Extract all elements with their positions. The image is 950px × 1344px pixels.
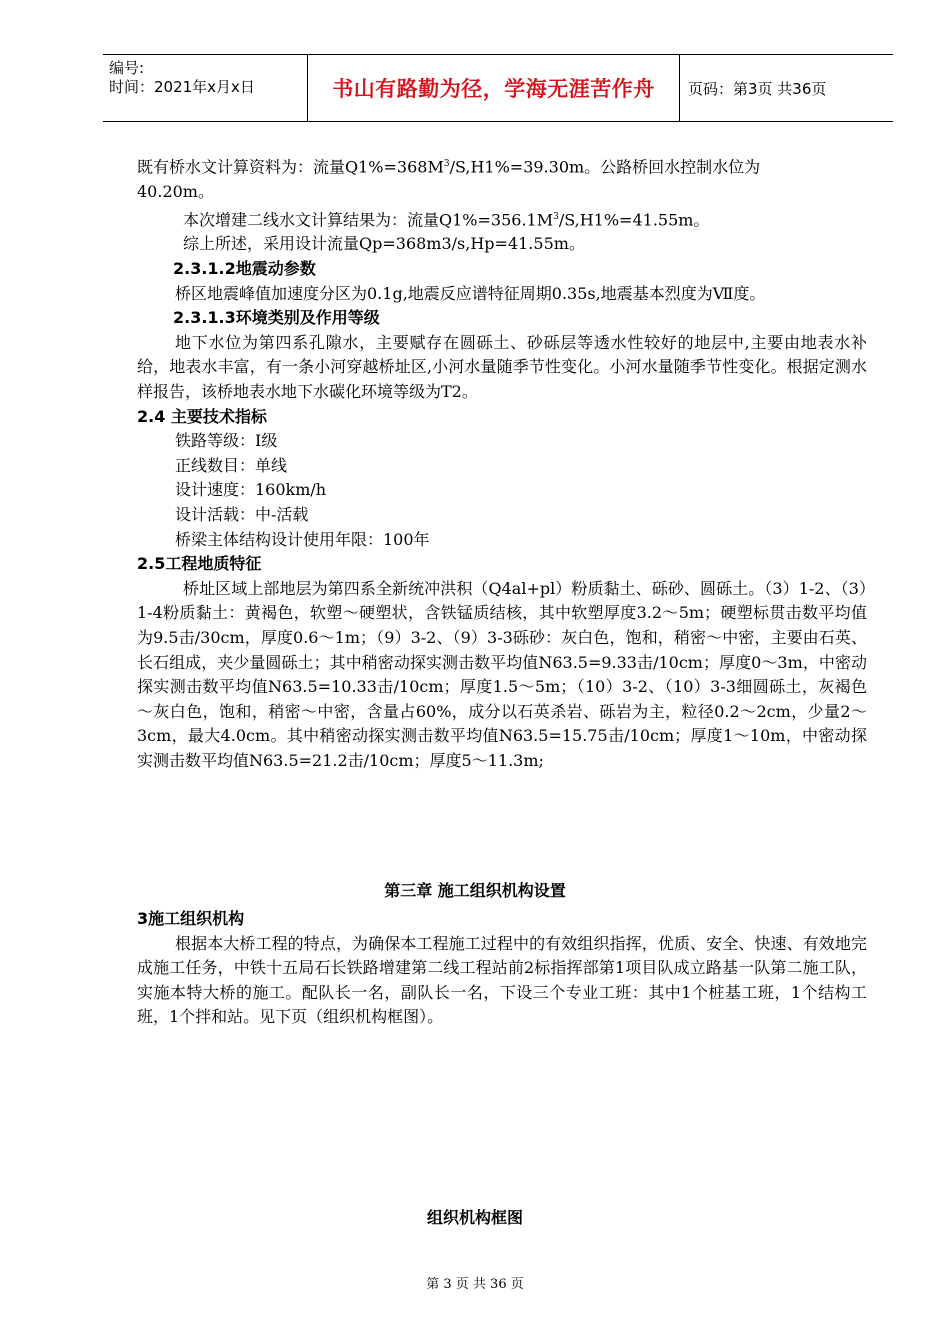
chapter-3-title: 第三章 施工组织机构设置 — [384, 881, 566, 900]
seismic-text: 桥区地震峰值加速度分区为0.1g,地震反应谱特征周期0.35s,地震基本烈度为Ⅶ度。 — [175, 283, 766, 303]
tech-item-design-speed: 设计速度：160km/h — [175, 480, 327, 500]
page-header — [103, 54, 893, 122]
heading-environment: 2.3.1.3环境类别及作用等级 — [173, 308, 380, 328]
header-number-label: 编号: — [109, 59, 145, 77]
header-motto: 书山有路勤为径，学海无涯苦作舟 — [308, 55, 680, 121]
environment-text: 地下水位为第四系孔隙水，主要赋存在圆砾土、砂砾层等透水性较好的地层中,主要由地表水补给，地表水丰富，有一条小河穿越桥址区,小河水量随季节性变化。小河水量随季节性变化。根据定测水样报告，该桥地表水地下水碳化环境等级为T2。 — [137, 332, 867, 401]
hydro-line-2: 40.20m。 — [137, 181, 214, 201]
tech-item-design-life: 桥梁主体结构设计使用年限：100年 — [175, 529, 430, 549]
hydro-line-4: 综上所述，采用设计流量Qp=368m3/s,Hp=41.55m。 — [183, 234, 585, 254]
heading-tech-indicators: 2.4 主要技术指标 — [137, 406, 267, 426]
page-footer: 第 3 页 共 36 页 — [426, 1277, 524, 1292]
header-meta — [103, 55, 308, 121]
heading-geology: 2.5工程地质特征 — [137, 554, 262, 574]
hydro-line-3: 本次增建二线水文计算结果为：流量$Q1\%=356.1M^3/S,H1\%=41.55m$。 — [183, 209, 710, 229]
chapter-3-content — [137, 907, 867, 1030]
heading-seismic: 2.3.1.2地震动参数 — [173, 259, 316, 279]
header-time-label: 时间：2021年x月x日 — [109, 78, 255, 96]
hydro-line-1: 既有桥水文计算资料为：流量$Q1\%=368M^3/S,H1\%=39.30m$。公路桥回水控制水位为 — [137, 157, 761, 177]
geology-text: 桥址区域上部地层为第四系全新统冲洪积（Q4al+pl）粉质黏土、砾砂、圆砾土。（3）1-2、（3）1-4粉质黏土：黄褐色，软塑～硬塑状，含铁锰质结核，其中软塑厚度3.2～5m；硬塑标贯击数平均值为9.5击/30cm，厚度0.6～1m；（9）3-2、（9）3-3砾砂：灰白色，饱和，稍密～中密，主要由石英、长石组成，夹少量圆砾土；其中稍密动探实测击数平均值N63.5=9.33击/10cm；厚度0～3m，中密动探实测击数平均值N63.5=10.33击/10cm；厚度1.5～5m；（10）3-2、（10）3-3细圆砾土，灰褐色～灰白色，饱和，稍密～中密，含量占60%，成分以石英杀岩、砾岩为主，粒径0.2～2cm，少量2～3cm，最大4.0cm。其中稍密动探实测击数平均值N63.5=15.75击/10cm；厚度1～10m，中密动探实测击数平均值N63.5=21.2击/10cm；厚度5～11.3m; — [137, 578, 867, 770]
heading-construction-org: 3施工组织机构 — [137, 909, 245, 928]
chapter-3-block — [0, 878, 950, 1027]
header-page-label: 页码：第3页 共36页 — [688, 79, 827, 98]
org-chart-title: 组织机构框图 — [426, 1208, 523, 1227]
construction-org-text: 根据本大桥工程的特点，为确保本工程施工过程中的有效组织指挥，优质、安全、快速、有效地完成施工任务，中铁十五局石长铁路增建第二线工程站前2标指挥部第1项目队成立路基一队第二施工队，实施本特大桥的施工。配队长一名，副队长一名，下设三个专业工班：其中1个桩基工班，1个结构工班，1个拌和站。见下页（组织机构框图）。 — [137, 933, 867, 1027]
document-body — [137, 152, 867, 774]
tech-item-railway-grade: 铁路等级：Ⅰ级 — [175, 431, 278, 451]
tech-item-live-load: 设计活载：中-活载 — [175, 504, 309, 524]
tech-item-main-lines: 正线数目：单线 — [175, 455, 288, 475]
